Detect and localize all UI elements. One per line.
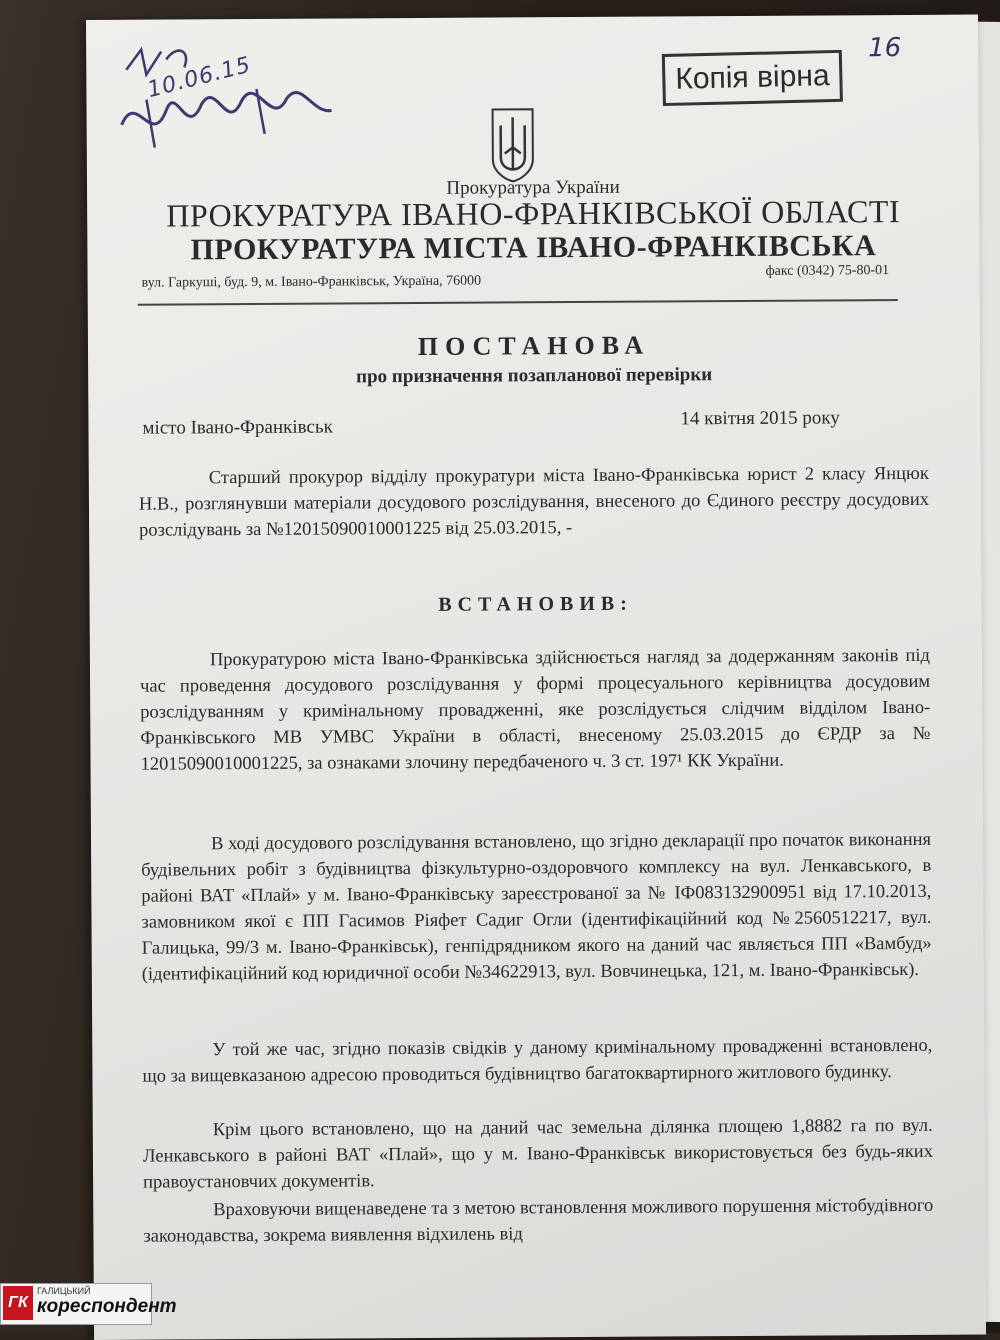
header-fax: факс (0342) 75-80-01 [765, 263, 890, 279]
trident-emblem-icon [485, 103, 541, 183]
header-divider [138, 299, 898, 306]
document-title: ПОСТАНОВА [417, 330, 651, 361]
publisher-logo-icon: ГК [3, 1286, 33, 1320]
body-paragraph-4: Крім цього встановлено, що на даний час земельна ділянка площею 1,8882 га по вул. Ленкавського в районі ВАТ «Плай», що у м. Івано-Франківськ використовується без будь-яких правоустановчих документів. [142, 1115, 933, 1193]
established-heading: ВСТАНОВИВ: [438, 592, 633, 616]
header-ministry: Прокуратура України [446, 176, 620, 199]
watermark-top-text: ГАЛИЦЬКИЙ [37, 1286, 91, 1296]
intro-paragraph: Старший прокурор відділу прокуратури міста Івано-Франківська юрист 2 класу Янцюк Н.В., розглянувши матеріали досудового розслідування, внесеного до Єдиного реєстру досудових розслідувань за №12015090010001225 від 25.03.2015, - [138, 463, 930, 541]
page-number: 16 [868, 33, 902, 64]
body-paragraph-3: У той же час, згідно показів свідків у даному кримінальному провадженні встановлено, що за вищевказаною адресою проводиться будівництво багатоквартирного житлового будинку. [142, 1035, 933, 1087]
watermark-main-text: кореспондент [37, 1296, 177, 1317]
header-region: ПРОКУРАТУРА ІВАНО-ФРАНКІВСЬКОЇ ОБЛАСТІ [166, 193, 901, 234]
document-date: 14 квітня 2015 року [680, 407, 840, 430]
publisher-watermark [0, 1283, 177, 1325]
header-city: ПРОКУРАТУРА МІСТА ІВАНО-ФРАНКІВСЬКА [190, 229, 877, 267]
document-city: місто Івано-Франківськ [142, 416, 333, 439]
handwritten-signature [106, 28, 367, 150]
copy-certified-stamp: Копія вірна [662, 50, 843, 106]
header-address: вул. Гаркуші, буд. 9, м. Івано-Франківськ, Україна, 76000 [141, 273, 482, 291]
signature-scribble-icon [106, 28, 367, 150]
body-paragraph-2: В ході досудового розслідування встановлено, що згідно декларації про початок виконання будівельних робіт з будівництва фізкультурно-оздоровчого комплексу на вул. Ленкавського, в районі ВАТ «Плай» у м. Івано-Франківську зареєстрованої за № ІФ083132900951 від 17.10.2013, замовником якої є ПП Гасимов Ріяфет Садиг Огли (ідентифікаційний код №2560512217, вул. Галицька, 99/3 м. Івано-Франківськ), генпідрядником якого на даний час являється ПП «Вамбуд» (ідентифікаційний код юридичної особи №34622913, вул. Вовчинецька, 121, м. Івано-Франківськ). [141, 829, 932, 985]
body-paragraph-5: Враховуючи вищенаведене та з метою встановлення можливого порушення містобудівного законодавства, зокрема виявлення відхилень від [143, 1195, 934, 1247]
handwritten-date: 10.06.15 [144, 52, 254, 104]
document-page [86, 15, 986, 1340]
body-paragraph-1: Прокуратурою міста Івано-Франківська здійснюється нагляд за додержанням законів під час проведення досудового розслідування у формі процесуального керівництва досудовим розслідуванням у кримінальному провадженні, яке розслідується слідчим відділом Івано-Франківського МВ УМВС України в області, внесеному 25.03.2015 до ЄРДР за № 12015090010001225, за ознаками злочину передбаченого ч. 3 ст. 197¹ КК України. [140, 645, 931, 775]
document-subtitle: про призначення позапланової перевірки [356, 364, 713, 388]
